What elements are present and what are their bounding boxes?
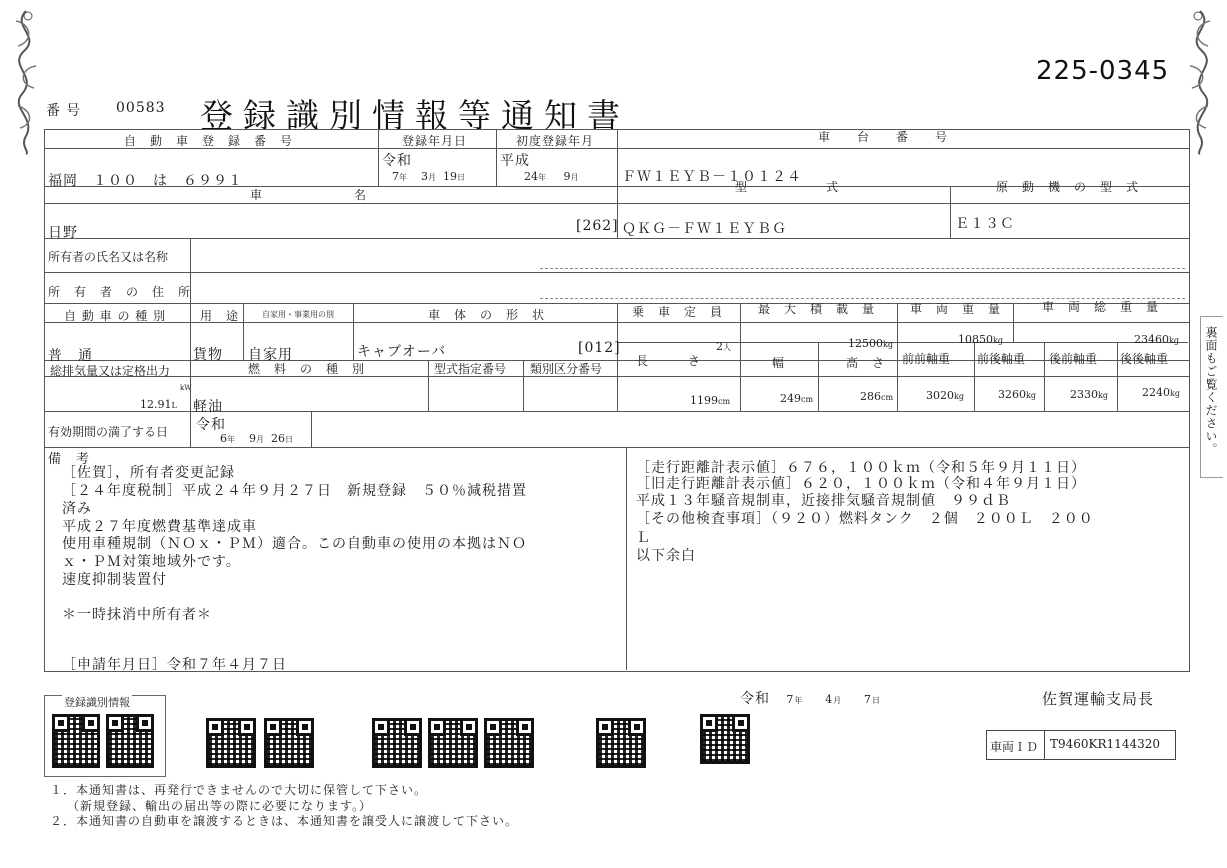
header-private-business: 自家用・事業用の別	[262, 310, 334, 319]
rr-axle-value: 2240kg	[1142, 386, 1180, 399]
reg-date-value: 7年 3月 19日	[392, 170, 465, 183]
header-vehicle-type: 自 動 車 の 種 別	[64, 309, 167, 323]
header-length: 長 さ	[636, 354, 702, 368]
ornament-flourish-icon	[6, 6, 46, 156]
max-load-value: 12500kg	[848, 337, 893, 350]
application-date: ［申請年月日］令和７年４月７日	[62, 657, 287, 673]
footnote-3: ２．本通知書の自動車を譲渡するときは、本通知書を譲受人に譲渡して下さい。	[50, 814, 519, 828]
qr-code	[700, 714, 750, 764]
reg-number-value: 福岡 １００ は ６９９１	[48, 173, 243, 189]
kw-unit: kW	[180, 384, 192, 392]
header-model: 型 式	[735, 180, 840, 194]
height-value: 286cm	[860, 390, 894, 403]
header-gross-weight: 車 両 総 重 量	[1042, 300, 1160, 314]
header-max-load: 最 大 積 載 量	[758, 302, 876, 316]
private-business-value: 自家用	[248, 347, 293, 363]
header-weight: 車 両 重 量	[910, 302, 1002, 316]
header-expiry: 有効期間の満了する日	[48, 425, 169, 439]
header-width: 幅	[772, 356, 786, 370]
serial-number: 00583	[116, 100, 166, 116]
header-rr-axle: 後後軸重	[1120, 352, 1169, 366]
remark-left-5: 使用車種規制（ＮＯｘ・ＰＭ）適合。この自動車の使用の本拠はＮＯ	[62, 536, 527, 552]
remark-left-2: ［２４年度税制］平成２４年９月２７日 新規登録 ５０％減税措置	[62, 483, 527, 499]
header-owner-name: 所有者の氏名又は名称	[48, 250, 169, 264]
chassis-value: ＦＷ１ＥＹＢ－１０１２４	[622, 169, 802, 185]
expiry-value: 6年 9月 26日	[220, 432, 293, 445]
reg-era: 令和	[382, 153, 412, 169]
qr-code	[372, 718, 422, 768]
header-first-reg: 初度登録年月	[516, 134, 595, 148]
expiry-era: 令和	[196, 417, 226, 433]
fr-axle-value: 3260kg	[998, 388, 1036, 401]
header-remarks: 備 考	[48, 452, 91, 467]
header-use: 用 途	[200, 309, 240, 323]
header-owner-address: 所 有 者 の 住 所	[48, 285, 192, 299]
remark-left-6: ｘ・ＰＭ対策地域外です。	[62, 554, 241, 570]
qr-code	[484, 718, 534, 768]
header-fr-axle: 前後軸重	[977, 352, 1026, 366]
vehicle-id-label: 車両ＩＤ	[990, 740, 1039, 754]
qr-code	[596, 718, 646, 768]
header-chassis: 車 台 番 号	[818, 130, 949, 144]
car-name-value: 日野	[48, 225, 78, 241]
remark-right-1: ［走行距離計表示値］６７６，１００ｋｍ（令和５年９月１１日）	[636, 460, 1086, 476]
header-engine: 原 動 機 の 型 式	[996, 180, 1140, 194]
body-code: [012]	[578, 340, 621, 356]
length-value: 1199cm	[690, 394, 731, 407]
header-body: 車 体 の 形 状	[428, 308, 546, 322]
capacity-value: 2人	[716, 340, 731, 353]
serial-label: 番号	[46, 103, 86, 119]
rf-axle-value: 2330kg	[1070, 388, 1108, 401]
displacement-value: 12.91L	[140, 398, 177, 411]
remark-right-5: Ｌ	[636, 530, 651, 546]
page-title: 登録識別情報等通知書	[200, 96, 630, 135]
remark-right-3: 平成１３年騒音規制車，近接排気騒音規制値 ９９ｄＢ	[636, 493, 1011, 509]
footnote-2: （新規登録、輸出の届出等の際に必要になります。）	[60, 799, 373, 813]
header-class-number: 類別区分番号	[530, 362, 603, 376]
remark-left-7: 速度抑制装置付	[62, 572, 167, 588]
header-car-name: 車 名	[250, 188, 368, 202]
weight-value: 10850kg	[958, 333, 1003, 346]
header-displacement: 総排気量又は定格出力	[50, 364, 171, 378]
remark-left-4: 平成２７年度燃費基準達成車	[62, 519, 257, 535]
first-era: 平成	[500, 153, 530, 169]
header-capacity: 乗 車 定 員	[632, 305, 724, 319]
issue-date: 令和 7年 4月 7日	[740, 691, 881, 707]
header-type-designation: 型式指定番号	[434, 362, 507, 376]
width-value: 249cm	[780, 392, 814, 405]
header-rf-axle: 後前軸重	[1049, 352, 1098, 366]
issuer: 佐賀運輸支局長	[1042, 690, 1155, 708]
remark-right-6: 以下余白	[636, 548, 696, 564]
remark-right-2: ［旧走行距離計表示値］６２０，１００ｋｍ（令和４年９月１日）	[636, 476, 1086, 492]
use-value: 貨物	[193, 347, 223, 363]
header-ff-axle: 前前軸重	[902, 352, 951, 366]
remark-left-8: ＊一時抹消中所有者＊	[62, 607, 212, 623]
qr-code	[264, 718, 314, 768]
vehicle-type-value: 普 通	[48, 348, 93, 364]
header-reg-date: 登録年月日	[402, 134, 468, 148]
document-id: 225-0345	[1036, 56, 1170, 86]
first-reg-value: 24年 9月	[524, 170, 579, 183]
engine-value: Ｅ１３Ｃ	[955, 216, 1015, 232]
remark-left-1: ［佐賀］，所有者変更記録	[62, 465, 235, 481]
model-value: ＱＫＧ－ＦＷ１ＥＹＢＧ	[622, 221, 787, 237]
remark-right-4: ［その他検査事項］（９２０）燃料タンク ２個 ２００Ｌ ２００	[636, 511, 1094, 527]
reg-info-label: 登録識別情報	[64, 696, 130, 709]
header-height: 高 さ	[846, 356, 886, 370]
footnote-1: １．本通知書は、再発行できませんので大切に保管して下さい。	[50, 783, 428, 797]
vehicle-id-value: T9460KR1144320	[1050, 737, 1160, 751]
qr-code	[106, 714, 154, 768]
qr-code	[206, 718, 256, 768]
model-code: [262]	[576, 218, 619, 234]
body-value: キャブオーバ	[357, 344, 447, 360]
fuel-value: 軽油	[193, 399, 223, 415]
remark-left-3: 済み	[62, 501, 92, 517]
side-note: 裏面もご覧ください。	[1204, 326, 1218, 456]
ff-axle-value: 3020kg	[926, 389, 964, 402]
header-fuel: 燃 料 の 種 別	[248, 362, 366, 376]
gross-weight-value: 23460kg	[1134, 333, 1179, 346]
header-reg-number: 自 動 車 登 録 番 号	[124, 134, 294, 148]
qr-code	[428, 718, 478, 768]
qr-code	[52, 714, 100, 768]
